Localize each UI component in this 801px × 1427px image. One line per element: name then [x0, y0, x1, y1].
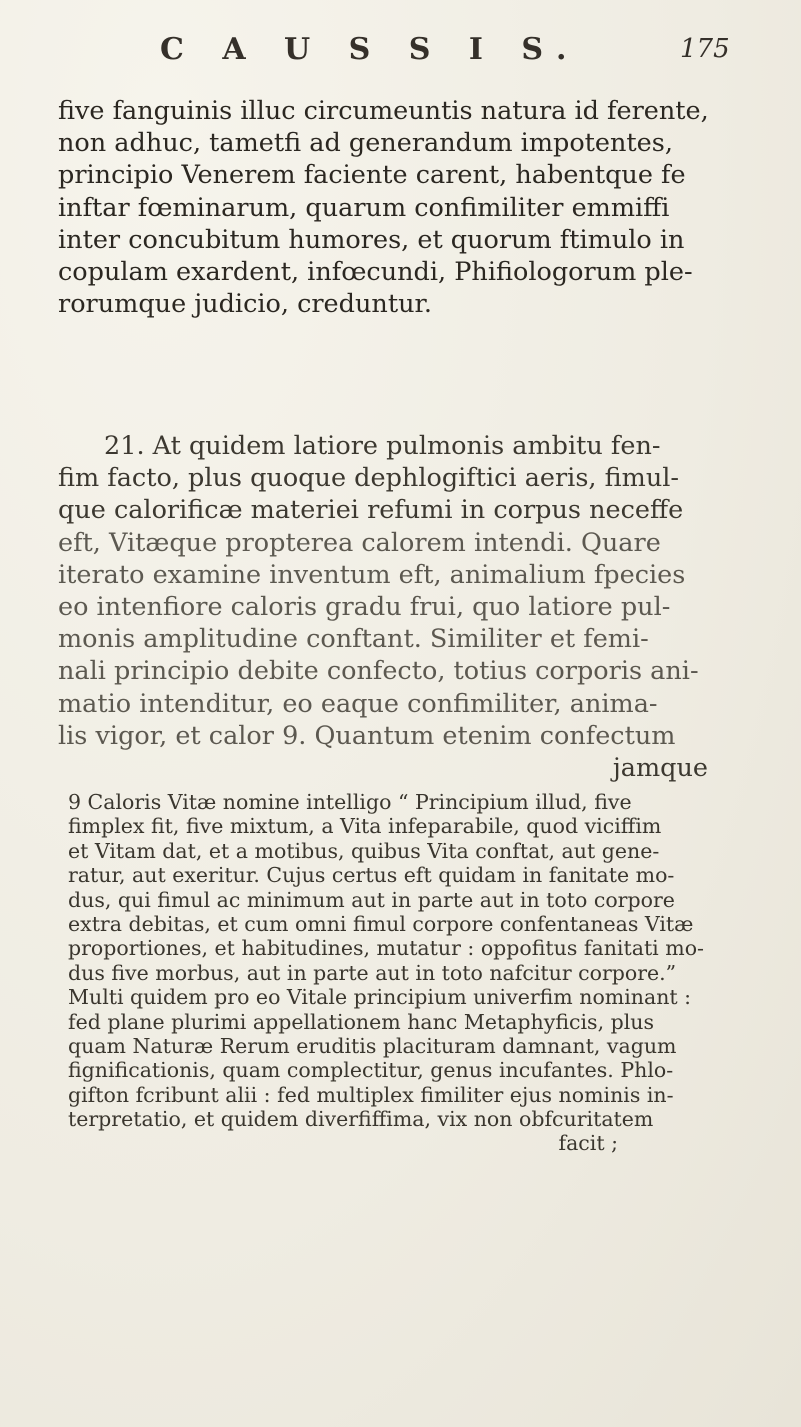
footnote-line: fed plane plurimi appellationem hanc Metaphyficis, plus: [68, 1009, 655, 1034]
text-line: principio Venerem faciente carent, habentque fe: [58, 160, 686, 191]
footnote-line: quam Naturæ Rerum eruditis placituram damnant, vagum: [68, 1033, 677, 1058]
text-line: lis vigor, et calor 9. Quantum etenim confectum: [58, 720, 676, 751]
page-number: 175: [680, 34, 730, 64]
running-head: C A U S S I S.: [160, 32, 581, 67]
text-line: inter concubitum humores, et quorum ftimulo in: [58, 224, 685, 255]
text-line: five fanguinis illuc circumeuntis natura id ferente,: [58, 96, 709, 126]
text-line: 21. At quidem latiore pulmonis ambitu fen-: [104, 431, 661, 461]
footnote-line: proportiones, et habitudines, mutatur : oppofitus fanitati mo-: [68, 936, 704, 961]
catchword: jamque: [612, 752, 708, 783]
footnote-line: ratur, aut exeritur. Cujus certus eft quidam in fanitate mo-: [68, 863, 675, 888]
text-line: eft, Vitæque propterea calorem intendi. Quare: [58, 527, 661, 558]
text-line: fim facto, plus quoque dephlogiftici aeris, fimul-: [58, 463, 680, 494]
footnote-line: Multi quidem pro eo Vitale principium univerfim nominant :: [68, 985, 692, 1010]
footnote-line: fimplex fit, five mixtum, a Vita infeparabile, quod viciffim: [68, 814, 662, 839]
footnote-line: dus five morbus, aut in parte aut in toto nafcitur corpore.”: [68, 960, 677, 985]
text-line: que calorificæ materiei refumi in corpus neceffe: [58, 495, 684, 526]
text-line: iterato examine inventum eft, animalium fpecies: [58, 559, 686, 590]
text-line: copulam exardent, infœcundi, Phifiologorum ple-: [58, 256, 693, 287]
footnote-9: [68, 790, 748, 1156]
footnote-line: terpretatio, et quidem diverfiffima, vix non obfcuritatem: [68, 1107, 654, 1132]
paragraph-21: [58, 430, 748, 784]
footnote-line: fignificationis, quam complectitur, genus incufantes. Phlo-: [68, 1058, 674, 1083]
footnote-line: dus, qui fimul ac minimum aut in parte aut in toto corpore: [68, 887, 675, 912]
text-line: monis amplitudine conftant. Similiter et femi-: [58, 624, 649, 655]
footnote-line: et Vitam dat, et a motibus, quibus Vita conftat, aut gene-: [68, 838, 660, 863]
text-line: non adhuc, tametfi ad generandum impotentes,: [58, 128, 673, 159]
catchword: facit ;: [558, 1131, 618, 1156]
text-line: nali principio debite confecto, totius corporis ani-: [58, 656, 699, 687]
text-line: matio intenditur, eo eaque confimiliter, anima-: [58, 688, 658, 719]
footnote-line: gifton fcribunt alii : fed multiplex fimiliter ejus nominis in-: [68, 1082, 674, 1107]
footnote-line: 9 Caloris Vitæ nomine intelligo “ Principium illud, five: [68, 790, 632, 814]
text-line: eo intenfiore caloris gradu frui, quo latiore pul-: [58, 591, 671, 622]
footnote-line: extra debitas, et cum omni fimul corpore confentaneas Vitæ: [68, 911, 694, 936]
paragraph-continuation: [58, 95, 748, 320]
text-line: inftar fœminarum, quarum confimiliter emmiffi: [58, 192, 670, 223]
text-line: rorumque judicio, creduntur.: [58, 289, 432, 320]
